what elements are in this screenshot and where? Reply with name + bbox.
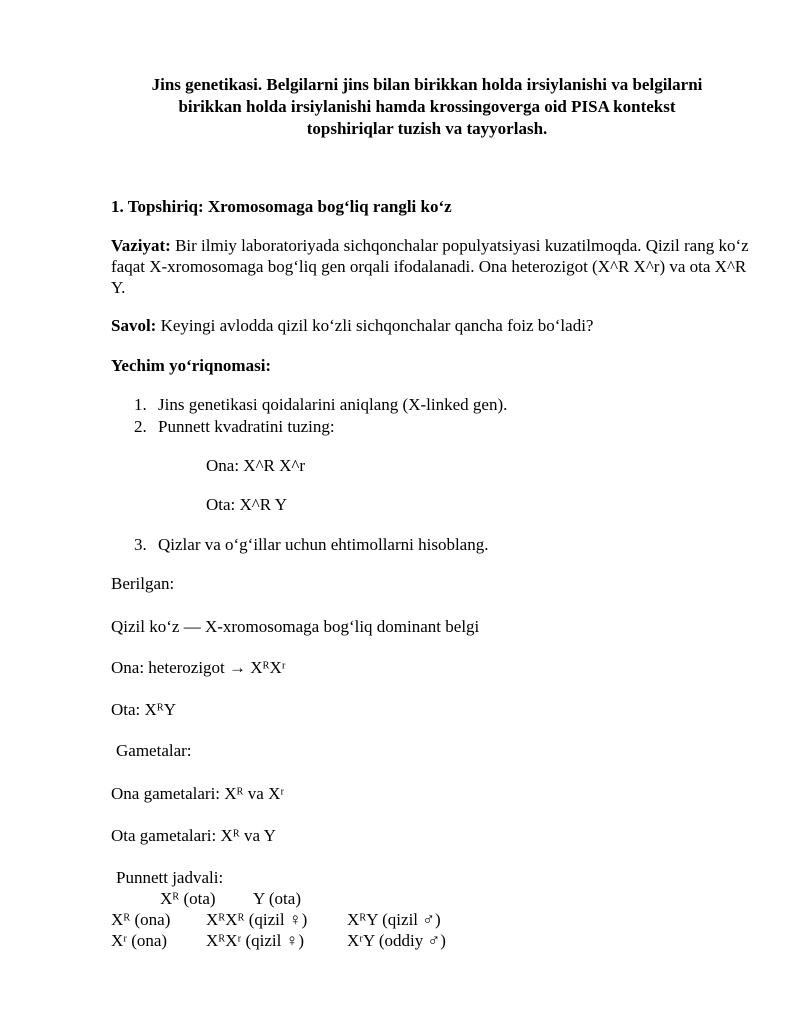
given-mother: Ona: heterozigot → XᴿXʳ: [111, 658, 286, 677]
punnett-cell: XᴿY (qizil ♂): [347, 910, 441, 929]
title-line: birikkan holda irsiylanishi hamda krossingoverga oid PISA kontekst: [178, 97, 676, 116]
punnett-parent-mother: Ona: X^R X^r: [206, 456, 306, 475]
situation-paragraph: [111, 235, 761, 298]
punnett-col-header: Y (ota): [253, 889, 301, 908]
punnett-cell: XᴿXʳ (qizil ♀): [206, 931, 304, 950]
question-paragraph: [111, 315, 593, 336]
punnett-parent-father: Ota: X^R Y: [206, 495, 288, 514]
gametes-label: Gametalar:: [116, 741, 192, 760]
father-gametes: Ota gametalari: Xᴿ va Y: [111, 826, 276, 845]
step-number: 1.: [134, 395, 147, 414]
situation-label: Vaziyat:: [111, 236, 171, 255]
punnett-cell: XʳY (oddiy ♂): [347, 931, 446, 950]
question-label: Savol:: [111, 316, 157, 335]
punnett-cell: XᴿXᴿ (qizil ♀): [206, 910, 308, 929]
given-father: Ota: XᴿY: [111, 700, 177, 719]
task-heading: 1. Topshiriq: Xromosomaga bog‘liq rangli ko‘z: [111, 197, 452, 216]
title-line: topshiriqlar tuzish va tayyorlash.: [306, 119, 548, 138]
guide-heading: Yechim yo‘riqnomasi:: [111, 356, 272, 375]
title-line: Jins genetikasi. Belgilarni jins bilan birikkan holda irsiylanishi va belgilarni: [151, 75, 703, 94]
step-text: Qizlar va o‘g‘illar uchun ehtimollarni hisoblang.: [158, 535, 489, 554]
step-text: Jins genetikasi qoidalarini aniqlang (X-linked gen).: [158, 395, 508, 414]
punnett-col-header: Xᴿ (ota): [160, 889, 216, 908]
step-text: Punnett kvadratini tuzing:: [158, 417, 335, 436]
given-label: Berilgan:: [111, 574, 175, 593]
punnett-row-header: Xᴿ (ona): [111, 910, 171, 929]
question-text: Keyingi avlodda qizil ko‘zli sichqonchalar qancha foiz bo‘ladi?: [160, 316, 594, 335]
punnett-label: Punnett jadvali:: [116, 868, 224, 887]
mother-gametes: Ona gametalari: Xᴿ va Xʳ: [111, 784, 285, 803]
step-number: 3.: [134, 535, 147, 554]
step-number: 2.: [134, 417, 147, 436]
given-trait: Qizil ko‘z — X-xromosomaga bog‘liq dominant belgi: [111, 617, 480, 636]
punnett-row-header: Xʳ (ona): [111, 931, 168, 950]
situation-text: Bir ilmiy laboratoriyada sichqonchalar populyatsiyasi kuzatilmoqda. Qizil rang ko‘z faqat X-xromosomaga bog‘liq gen orqali ifodalanadi. Ona heterozigot (X^R X^r) va ota X^R Y.: [111, 236, 749, 297]
document-title: [111, 74, 743, 140]
